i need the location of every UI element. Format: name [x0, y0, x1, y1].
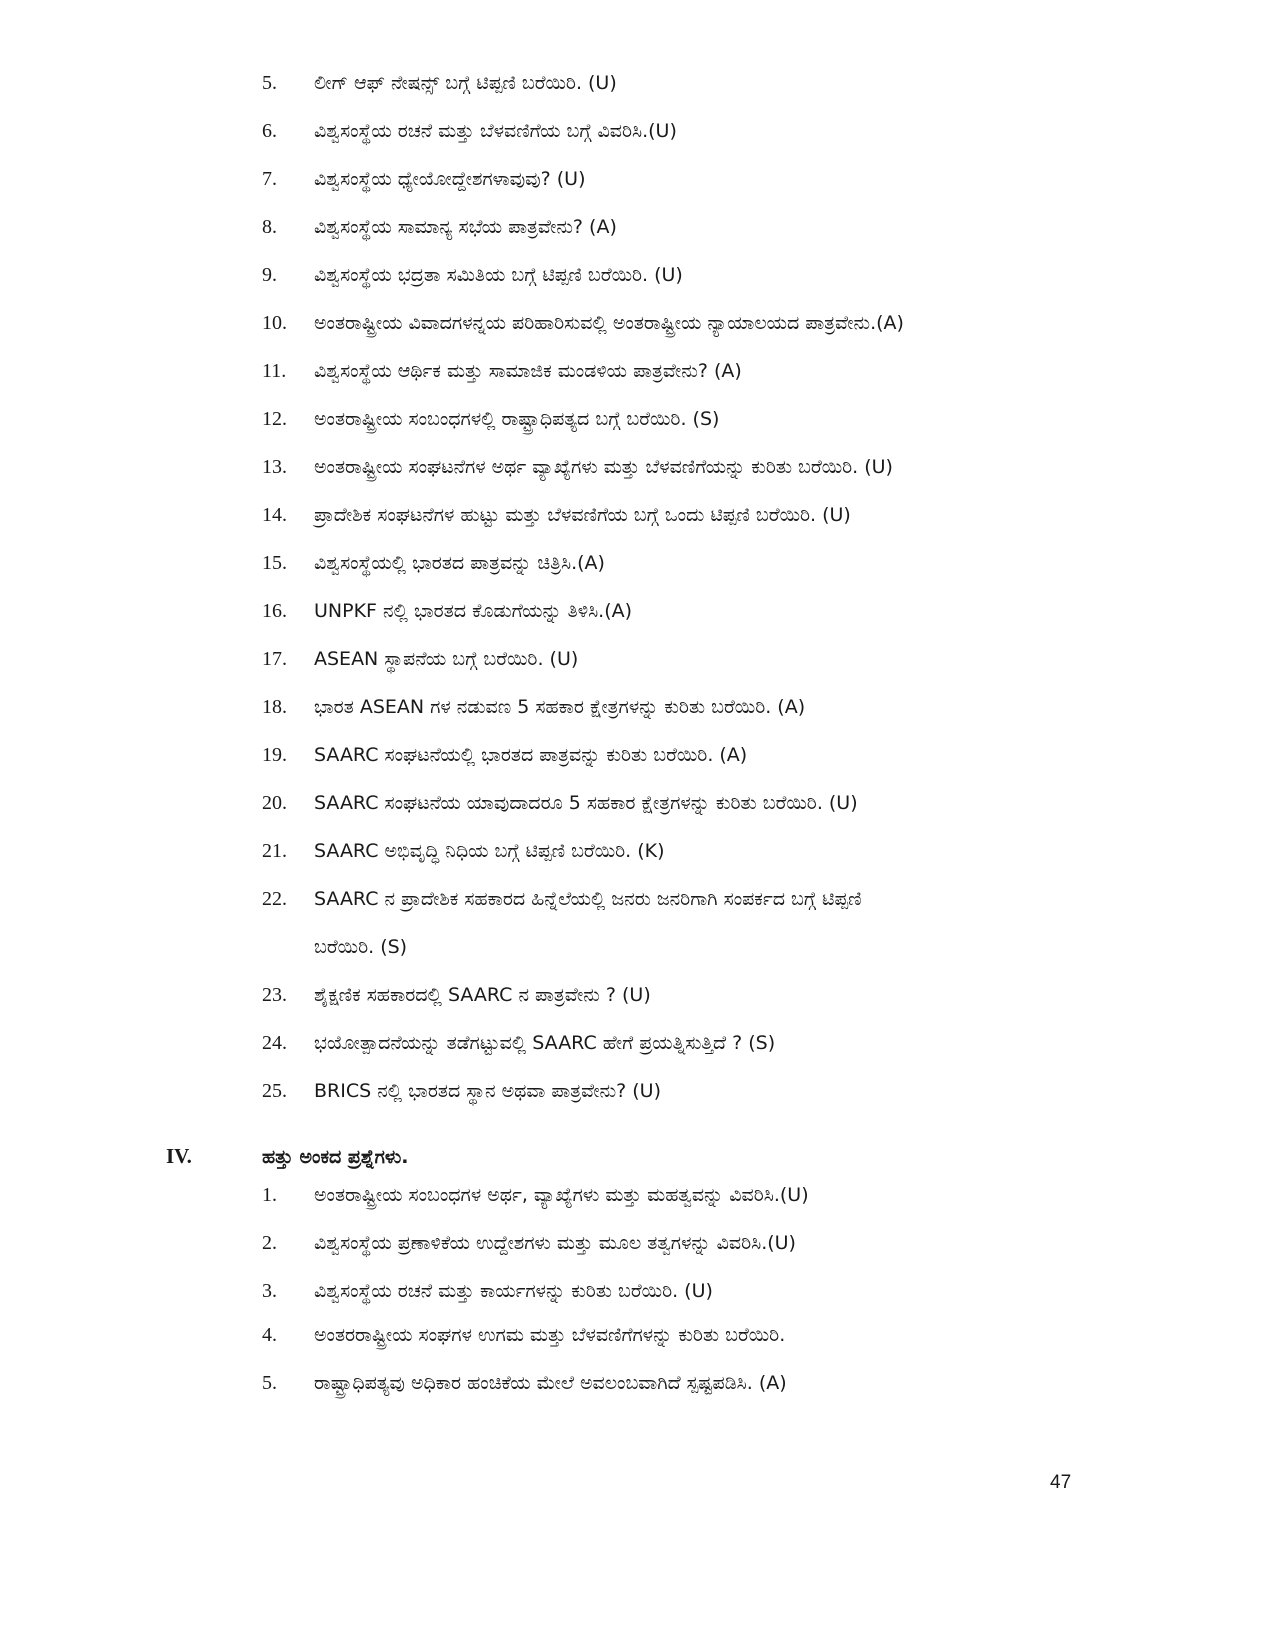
- question-number: 10.: [262, 312, 287, 334]
- question-number: 21.: [262, 840, 287, 862]
- question-number: 3.: [262, 1280, 277, 1302]
- question-text: ಅಂತರಾಷ್ಟ್ರೀಯ ಸಂಘಟನೆಗಳ ಅರ್ಥ ವ್ಯಾಖ್ಯೆಗಳು ಮತ್ತು ಬೆಳವಣಿಗೆಯನ್ನು ಕುರಿತು ಬರೆಯಿರಿ. (U): [314, 456, 893, 478]
- question-text-continued: ಬರೆಯಿರಿ. (S): [314, 936, 408, 958]
- question-text: ಭಯೋತ್ಪಾದನೆಯನ್ನು ತಡೆಗಟ್ಟುವಲ್ಲಿ SAARC ಹೇಗೆ ಪ್ರಯತ್ನಿಸುತ್ತಿದೆ ? (S): [314, 1032, 776, 1054]
- question-text: BRICS ನಲ್ಲಿ ಭಾರತದ ಸ್ಥಾನ ಅಥವಾ ಪಾತ್ರವೇನು? (U): [314, 1080, 661, 1102]
- question-text: ವಿಶ್ವಸಂಸ್ಥೆಯ ಪ್ರಣಾಳಿಕೆಯ ಉದ್ದೇಶಗಳು ಮತ್ತು ಮೂಲ ತತ್ವಗಳನ್ನು ವಿವರಿಸಿ.(U): [314, 1232, 796, 1254]
- question-text: ವಿಶ್ವಸಂಸ್ಥೆಯ ರಚನೆ ಮತ್ತು ಕಾರ್ಯಗಳನ್ನು ಕುರಿತು ಬರೆಯಿರಿ. (U): [314, 1280, 713, 1302]
- question-text: ಶೈಕ್ಷಣಿಕ ಸಹಕಾರದಲ್ಲಿ SAARC ನ ಪಾತ್ರವೇನು ? (U): [314, 984, 651, 1006]
- question-number: 25.: [262, 1080, 287, 1102]
- question-number: 17.: [262, 648, 287, 670]
- question-text: ಅಂತರರಾಷ್ಟ್ರೀಯ ಸಂಘಗಳ ಉಗಮ ಮತ್ತು ಬೆಳವಣಿಗೆಗಳನ್ನು ಕುರಿತು ಬರೆಯಿರಿ.: [314, 1324, 786, 1346]
- question-text: ಭಾರತ ASEAN ಗಳ ನಡುವಣ 5 ಸಹಕಾರ ಕ್ಷೇತ್ರಗಳನ್ನು ಕುರಿತು ಬರೆಯಿರಿ. (A): [314, 696, 806, 718]
- question-number: 15.: [262, 552, 287, 574]
- question-text: ವಿಶ್ವಸಂಸ್ಥೆಯ ರಚನೆ ಮತ್ತು ಬೆಳವಣಿಗೆಯ ಬಗ್ಗೆ ವಿವರಿಸಿ.(U): [314, 120, 677, 142]
- question-text: ಅಂತರಾಷ್ಟ್ರೀಯ ವಿವಾದಗಳನ್ನಯ ಪರಿಹಾರಿಸುವಲ್ಲಿ ಅಂತರಾಷ್ಟ್ರೀಯ ನ್ಯಾಯಾಲಯದ ಪಾತ್ರವೇನು.(A): [314, 312, 904, 334]
- question-text: ರಾಷ್ಟ್ರಾಧಿಪತ್ಯವು ಅಧಿಕಾರ ಹಂಚಿಕೆಯ ಮೇಲೆ ಅವಲಂಬವಾಗಿದೆ ಸ್ಪಷ್ಟಪಡಿಸಿ. (A): [314, 1372, 787, 1394]
- question-number: 6.: [262, 120, 277, 142]
- question-text: SAARC ಸಂಘಟನೆಯಲ್ಲಿ ಭಾರತದ ಪಾತ್ರವನ್ನು ಕುರಿತು ಬರೆಯಿರಿ. (A): [314, 744, 748, 766]
- question-text: ವಿಶ್ವಸಂಸ್ಥೆಯ ಆರ್ಥಿಕ ಮತ್ತು ಸಾಮಾಜಿಕ ಮಂಡಳಿಯ ಪಾತ್ರವೇನು? (A): [314, 360, 742, 382]
- question-number: 5.: [262, 72, 277, 94]
- question-text: ವಿಶ್ವಸಂಸ್ಥೆಯ ಧ್ಯೇಯೋದ್ದೇಶಗಳಾವುವು? (U): [314, 168, 586, 190]
- question-text: ವಿಶ್ವಸಂಸ್ಥೆಯ ಸಾಮಾನ್ಯ ಸಭೆಯ ಪಾತ್ರವೇನು? (A): [314, 216, 617, 238]
- question-number: 22.: [262, 888, 287, 910]
- question-number: 1.: [262, 1184, 277, 1206]
- question-number: 16.: [262, 600, 287, 622]
- question-number: 5.: [262, 1372, 277, 1394]
- question-number: 24.: [262, 1032, 287, 1054]
- question-text: SAARC ನ ಪ್ರಾದೇಶಿಕ ಸಹಕಾರದ ಹಿನ್ನೆಲೆಯಲ್ಲಿ ಜನರು ಜನರಿಗಾಗಿ ಸಂಪರ್ಕದ ಬಗ್ಗೆ ಟಿಪ್ಪಣಿ: [314, 888, 862, 910]
- question-number: 8.: [262, 216, 277, 238]
- question-number: 13.: [262, 456, 287, 478]
- question-text: ಲೀಗ್ ಆಫ್ ನೇಷನ್ಸ್ ಬಗ್ಗೆ ಟಿಪ್ಪಣಿ ಬರೆಯಿರಿ. (U): [314, 72, 617, 94]
- question-number: 23.: [262, 984, 287, 1006]
- question-number: 2.: [262, 1232, 277, 1254]
- question-number: 19.: [262, 744, 287, 766]
- question-text: ಅಂತರಾಷ್ಟ್ರೀಯ ಸಂಬಂಧಗಳಲ್ಲಿ ರಾಷ್ಟ್ರಾಧಿಪತ್ಯದ ಬಗ್ಗೆ ಬರೆಯಿರಿ. (S): [314, 408, 720, 430]
- question-number: 14.: [262, 504, 287, 526]
- section-number: IV.: [166, 1144, 192, 1168]
- question-number: 7.: [262, 168, 277, 190]
- question-text: SAARC ಅಭಿವೃದ್ಧಿ ನಿಧಿಯ ಬಗ್ಗೆ ಟಿಪ್ಪಣಿ ಬರೆಯಿರಿ. (K): [314, 840, 665, 862]
- question-text: ಪ್ರಾದೇಶಿಕ ಸಂಘಟನೆಗಳ ಹುಟ್ಟು ಮತ್ತು ಬೆಳವಣಿಗೆಯ ಬಗ್ಗೆ ಒಂದು ಟಿಪ್ಪಣಿ ಬರೆಯಿರಿ. (U): [314, 504, 851, 526]
- question-number: 11.: [262, 360, 287, 382]
- question-text: ವಿಶ್ವಸಂಸ್ಥೆಯ ಭದ್ರತಾ ಸಮಿತಿಯ ಬಗ್ಗೆ ಟಿಪ್ಪಣಿ ಬರೆಯಿರಿ. (U): [314, 264, 683, 286]
- question-number: 18.: [262, 696, 287, 718]
- question-text: UNPKF ನಲ್ಲಿ ಭಾರತದ ಕೊಡುಗೆಯನ್ನು ತಿಳಿಸಿ.(A): [314, 600, 633, 622]
- question-text: ಅಂತರಾಷ್ಟ್ರೀಯ ಸಂಬಂಧಗಳ ಅರ್ಥ, ವ್ಯಾಖ್ಯೆಗಳು ಮತ್ತು ಮಹತ್ವವನ್ನು ವಿವರಿಸಿ.(U): [314, 1184, 809, 1206]
- question-text: ASEAN ಸ್ಥಾಪನೆಯ ಬಗ್ಗೆ ಬರೆಯಿರಿ. (U): [314, 648, 579, 670]
- question-number: 12.: [262, 408, 287, 430]
- question-text: SAARC ಸಂಘಟನೆಯ ಯಾವುದಾದರೂ 5 ಸಹಕಾರ ಕ್ಷೇತ್ರಗಳನ್ನು ಕುರಿತು ಬರೆಯಿರಿ. (U): [314, 792, 858, 814]
- question-number: 4.: [262, 1324, 277, 1346]
- question-text: ವಿಶ್ವಸಂಸ್ಥೆಯಲ್ಲಿ ಭಾರತದ ಪಾತ್ರವನ್ನು ಚಿತ್ರಿಸಿ.(A): [314, 552, 605, 574]
- question-number: 9.: [262, 264, 277, 286]
- page-number: 47: [1050, 1472, 1072, 1493]
- section-title: ಹತ್ತು ಅಂಕದ ಪ್ರಶ್ನೆಗಳು.: [262, 1146, 409, 1168]
- question-number: 20.: [262, 792, 287, 814]
